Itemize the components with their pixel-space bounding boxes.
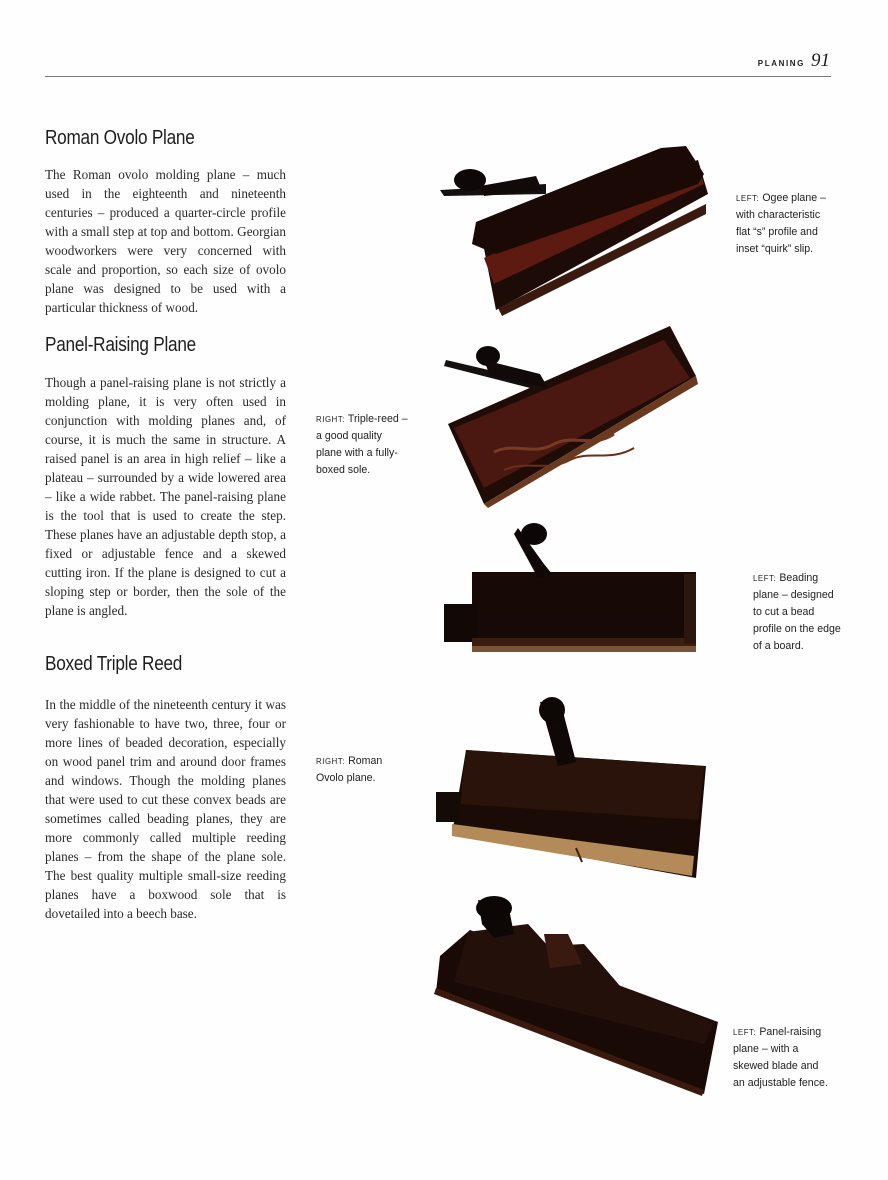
heading-boxed-triple-reed: Boxed Triple Reed (45, 653, 183, 675)
roman-ovolo-plane-photo (436, 696, 708, 882)
heading-roman-ovolo-plane: Roman Ovolo Plane (45, 127, 195, 149)
section-name: PLANING (757, 59, 805, 68)
caption-panel-raising-plane: LEFT: Panel-raising plane – with a skewed blade and an adjustable fence. (733, 1026, 828, 1089)
body-boxed-triple-reed: In the middle of the nineteenth century it was very fashionable to have two, three, four or more lines of beaded decoration, especially on wood panel trim and around door frames and windows. Though the molding planes that were used to cut these convex beads are sometimes called beading planes, they are more commonly called multiple reeding planes – from the shape of the plane sole. The best quality multiple small-size reeding planes have a boxwood sole that is dovetailed into a beech base. (45, 697, 286, 921)
ogee-plane-photo (436, 134, 712, 316)
heading-panel-raising-plane: Panel-Raising Plane (45, 334, 196, 356)
caption-triple-reed: RIGHT: Triple-reed – a good quality plane with a fully-boxed sole. (316, 413, 408, 476)
body-roman-ovolo-plane: The Roman ovolo molding plane – much used in the eighteenth and nineteenth centuries – produced a quarter-circle profile with a small step at top and bottom. Georgian woodworkers were very concerned with scale and proportion, so each size of ovolo plane was designed to be used with a particular thickness of wood. (45, 167, 286, 315)
panel-raising-plane-photo (434, 894, 720, 1096)
page-number: 91 (811, 50, 830, 71)
header-rule (45, 76, 831, 77)
body-panel-raising-plane: Though a panel-raising plane is not strictly a molding plane, it is very often used in conjunction with molding planes and, of course, it is much the same in structure. A raised panel is an area in high relief – like a plateau – surrounded by a wide lowered area – like a wide rabbet. The panel-raising plane is the tool that is used to create the step. These planes have an adjustable depth stop, a fixed or adjustable fence and a skewed cutting iron. If the plane is designed to cut a sloping step or border, then the sole of the plane is angled. (45, 375, 286, 618)
running-head (758, 50, 830, 72)
caption-ogee-plane: LEFT: Ogee plane – with characteristic flat “s” profile and inset “quirk” slip. (736, 192, 826, 255)
caption-roman-ovolo-plane: RIGHT: Roman Ovolo plane. (316, 755, 383, 784)
beading-plane-photo (444, 520, 700, 676)
triple-reed-plane-photo (444, 324, 700, 508)
caption-beading-plane: LEFT: Beading plane – designed to cut a bead profile on the edge of a board. (753, 572, 841, 652)
